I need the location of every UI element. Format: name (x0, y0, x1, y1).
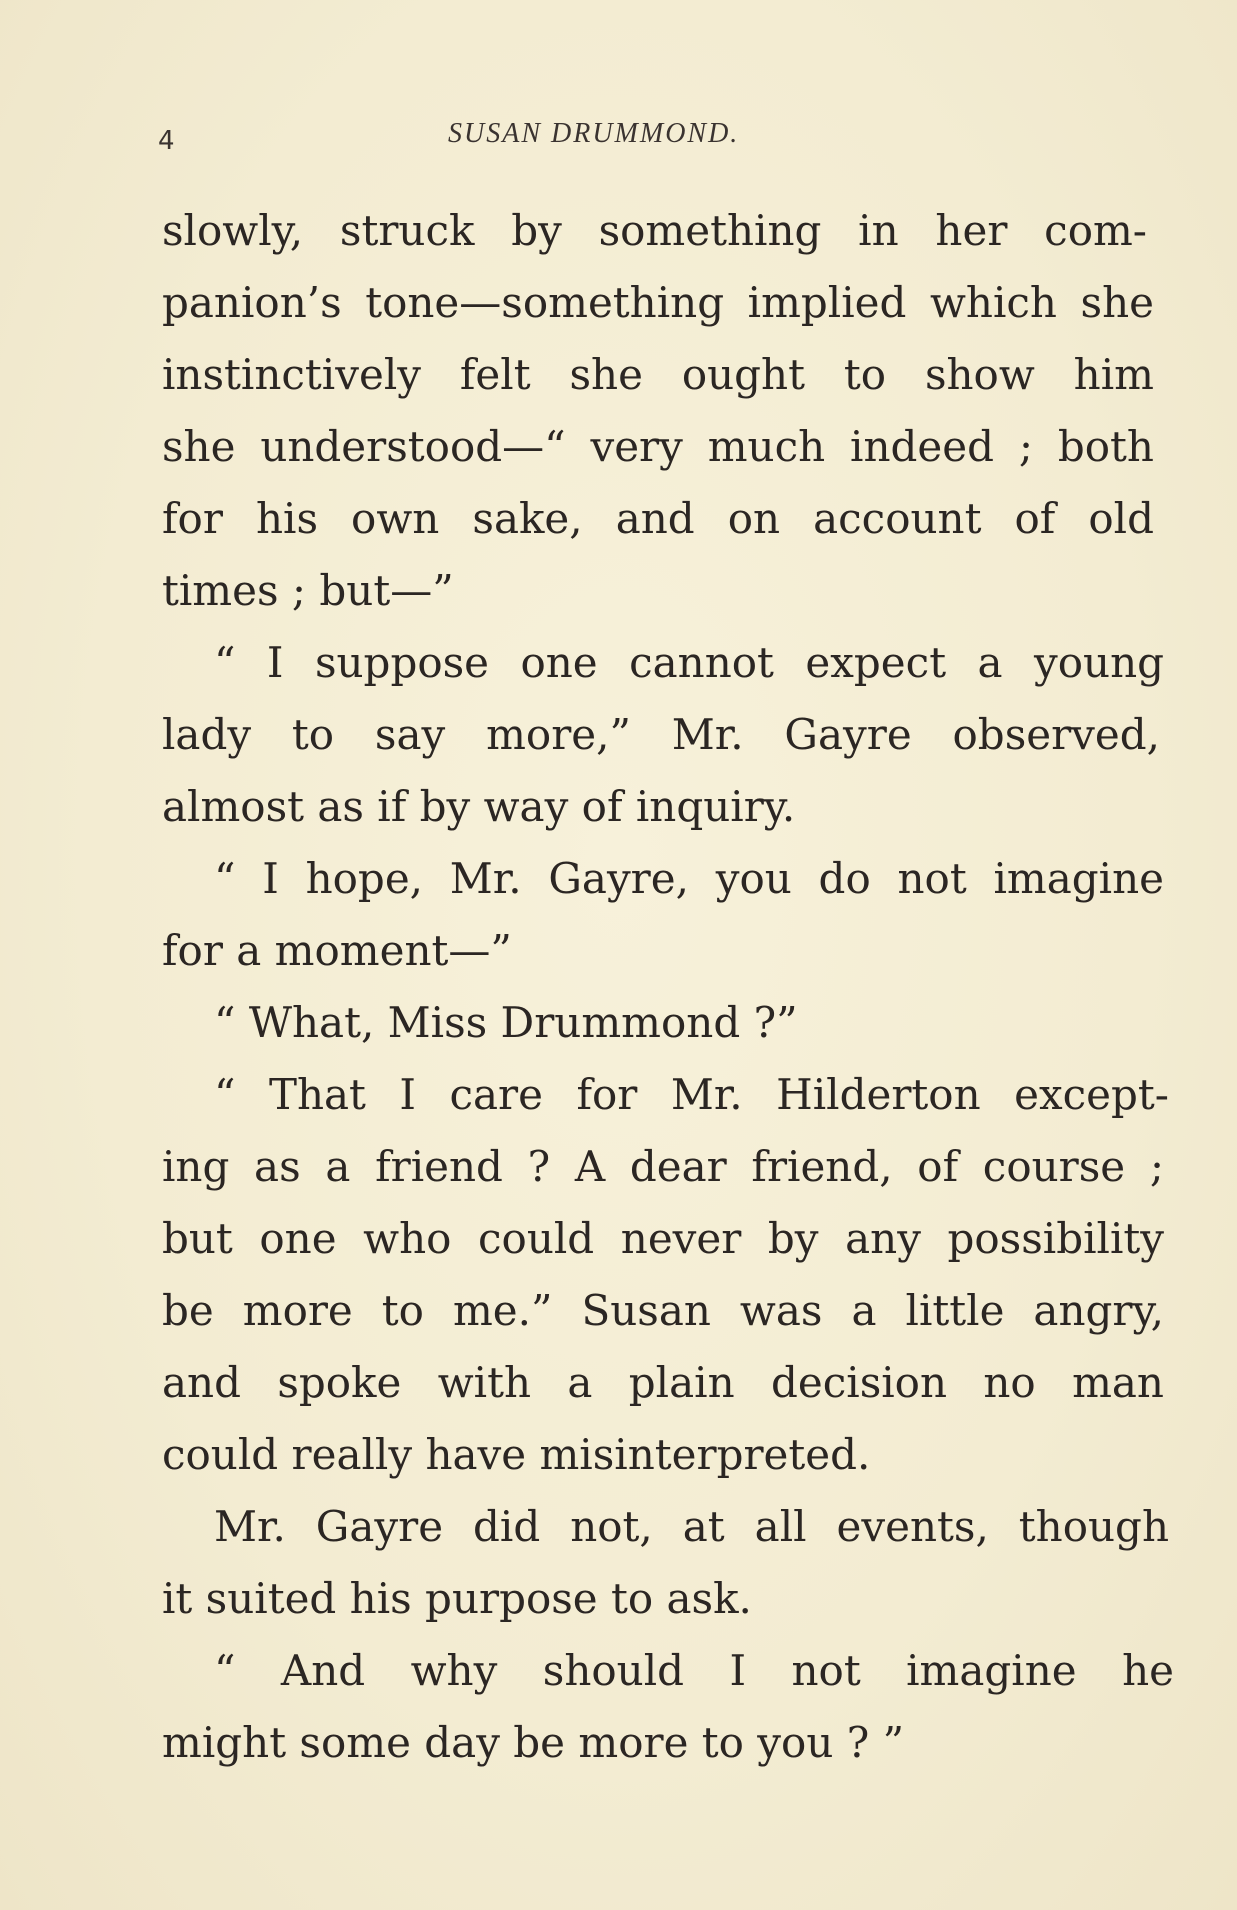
text-line: lady to say more,” Mr. Gayre observed, (162, 710, 1160, 759)
text-line: “ That I care for Mr. Hilderton except- (214, 1070, 1169, 1119)
page-header (158, 118, 838, 158)
text-line: Mr. Gayre did not, at all events, though (214, 1502, 1169, 1551)
text-line: for a moment—” (162, 926, 512, 975)
running-title: SUSAN DRUMMOND. (448, 118, 740, 149)
text-line: “ What, Miss Drummond ?” (214, 998, 798, 1047)
body-text (162, 195, 1174, 1779)
text-line: almost as if by way of inquiry. (162, 782, 796, 831)
text-line: for his own sake, and on account of old (162, 494, 1154, 543)
text-line: it suited his purpose to ask. (162, 1574, 752, 1623)
text-line: slowly, struck by something in her com- (162, 206, 1147, 255)
text-line: instinctively felt she ought to show him (162, 350, 1154, 399)
text-line: she understood—“ very much indeed ; both (162, 422, 1154, 471)
text-line: times ; but—” (162, 566, 454, 615)
text-line: could really have misinterpreted. (162, 1430, 871, 1479)
text-line: “ I hope, Mr. Gayre, you do not imagine (214, 854, 1164, 903)
text-line: panion’s tone—something implied which she (162, 278, 1154, 327)
text-line: might some day be more to you ? ” (162, 1718, 905, 1767)
text-line: be more to me.” Susan was a little angry, (162, 1286, 1164, 1335)
text-line: and spoke with a plain decision no man (162, 1358, 1164, 1407)
page-number: 4 (158, 126, 175, 156)
text-line: but one who could never by any possibility (162, 1214, 1164, 1263)
text-line: “ And why should I not imagine he (214, 1646, 1174, 1695)
text-line: “ I suppose one cannot expect a young (214, 638, 1164, 687)
text-line: ing as a friend ? A dear friend, of course ; (162, 1142, 1164, 1191)
